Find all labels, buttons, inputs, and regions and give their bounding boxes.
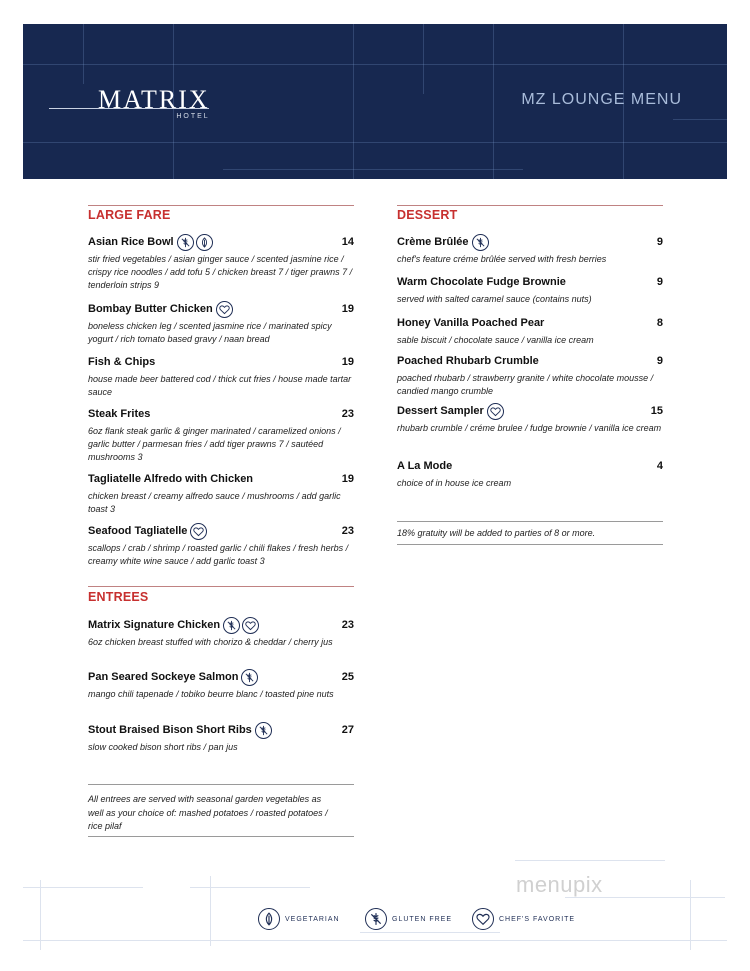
- item-name: Pan Seared Sockeye Salmon: [88, 671, 239, 683]
- legend-label: VEGETARIAN: [285, 915, 340, 923]
- logo-sub: HOTEL: [176, 113, 210, 120]
- menu-item: [88, 669, 354, 701]
- item-name: Tagliatelle Alfredo with Chicken: [88, 473, 254, 485]
- item-price: 19: [341, 473, 354, 485]
- divider: [88, 586, 354, 587]
- item-price: 8: [656, 317, 663, 329]
- watermark: menupix: [516, 872, 603, 897]
- menu-item: [88, 523, 354, 568]
- gluten-free-icon: [365, 908, 387, 930]
- item-price: 4: [656, 460, 663, 472]
- item-description: served with salted caramel sauce (contains nuts): [397, 294, 592, 304]
- item-name: Seafood Tagliatelle: [88, 525, 188, 537]
- menu-item: [397, 458, 663, 490]
- menu-item: [88, 617, 354, 649]
- item-description: poached rhubarb / strawberry granite / white chocolate mousse / candied mango crumble: [397, 373, 654, 396]
- item-price: 19: [341, 356, 354, 368]
- item-name: Fish & Chips: [88, 356, 156, 368]
- chefs-favorite-icon: [472, 908, 494, 930]
- matrix-hotel-logo: [98, 86, 210, 120]
- divider: [88, 836, 354, 837]
- item-description: choice of in house ice cream: [397, 478, 512, 488]
- item-price: 23: [341, 408, 354, 420]
- chefs-favorite-icon: [190, 523, 207, 540]
- entrees-note: All entrees are served with seasonal garden vegetables as well as your choice of: mashed potatoes / roasted potatoes / rice pilaf: [88, 794, 328, 831]
- legend-chefs-favorite: [472, 908, 575, 930]
- chefs-favorite-icon: [242, 617, 259, 634]
- gratuity-note: 18% gratuity will be added to parties of 8 or more.: [397, 528, 596, 538]
- item-name: Asian Rice Bowl: [88, 236, 174, 248]
- item-description: boneless chicken leg / scented jasmine rice / marinated spicy yogurt / rich tomato based gravy / naan bread: [88, 321, 332, 344]
- item-price: 9: [656, 236, 663, 248]
- menu-title: MZ LOUNGE MENU: [521, 91, 682, 108]
- divider: [397, 521, 663, 522]
- item-name: Bombay Butter Chicken: [88, 303, 213, 315]
- divider: [88, 205, 354, 206]
- vegetarian-icon: [196, 234, 213, 251]
- item-price: 23: [341, 525, 354, 537]
- item-name: Honey Vanilla Poached Pear: [397, 317, 545, 329]
- menu-item: [88, 354, 354, 399]
- menu-item: [397, 274, 663, 306]
- item-price: 9: [656, 276, 663, 288]
- gluten-free-icon: [255, 722, 272, 739]
- item-description: 6oz chicken breast stuffed with chorizo & cheddar / cherry jus: [88, 637, 333, 647]
- menu-item: [397, 315, 663, 347]
- divider: [88, 784, 354, 785]
- legend-label: CHEF'S FAVORITE: [499, 915, 576, 923]
- item-description: mango chili tapenade / tobiko beurre blanc / toasted pine nuts: [88, 689, 334, 699]
- menu-item: [88, 234, 354, 292]
- chefs-favorite-icon: [216, 301, 233, 318]
- item-name: Crème Brûlée: [397, 236, 469, 248]
- divider: [397, 205, 663, 206]
- item-name: Dessert Sampler: [397, 405, 484, 417]
- legend-label: GLUTEN FREE: [392, 915, 453, 923]
- legend-vegetarian: [258, 908, 340, 930]
- item-price: 25: [341, 671, 354, 683]
- item-price: 27: [341, 724, 354, 736]
- vegetarian-icon: [258, 908, 280, 930]
- menu-item: [88, 471, 354, 516]
- menu-item: [88, 301, 354, 346]
- gluten-free-icon: [177, 234, 194, 251]
- menu-item: [397, 403, 663, 435]
- item-price: 9: [656, 355, 663, 367]
- item-description: rhubarb crumble / créme brulee / fudge brownie / vanilla ice cream: [397, 423, 662, 433]
- divider: [397, 544, 663, 545]
- chefs-favorite-icon: [487, 403, 504, 420]
- item-name: A La Mode: [397, 460, 453, 472]
- legend-gluten-free: [365, 908, 452, 930]
- gluten-free-icon: [472, 234, 489, 251]
- item-name: Poached Rhubarb Crumble: [397, 355, 539, 367]
- item-description: stir fried vegetables / asian ginger sauce / scented jasmine rice / crispy rice noodles / add tofu 5 / chicken breast 7 / tiger prawns 7 / tenderloin strips 9: [88, 254, 353, 290]
- section-title-dessert: DESSERT: [397, 208, 458, 222]
- item-description: house made beer battered cod / thick cut fries / house made tartar sauce: [88, 374, 352, 397]
- gluten-free-icon: [241, 669, 258, 686]
- item-name: Warm Chocolate Fudge Brownie: [397, 276, 566, 288]
- item-description: chef's feature créme brûlée served with fresh berries: [397, 254, 607, 264]
- item-name: Matrix Signature Chicken: [88, 619, 221, 631]
- item-description: chicken breast / creamy alfredo sauce / mushrooms / add garlic toast 3: [88, 491, 341, 514]
- menu-item: [88, 722, 354, 754]
- logo-word: MATRIX: [98, 85, 210, 114]
- item-description: scallops / crab / shrimp / roasted garlic / chili flakes / fresh herbs / creamy white wine sauce / add garlic toast 3: [88, 543, 349, 566]
- item-price: 23: [341, 619, 354, 631]
- menu-item: [397, 234, 663, 266]
- header-band: [23, 24, 727, 179]
- item-description: 6oz flank steak garlic & ginger marinated / caramelized onions / garlic butter / parmesan fries / add tiger prawns 7 / sautéed mushrooms 3: [88, 426, 341, 462]
- section-title-large-fare: LARGE FARE: [88, 208, 171, 222]
- gluten-free-icon: [223, 617, 240, 634]
- item-name: Steak Frites: [88, 408, 151, 420]
- item-description: slow cooked bison short ribs / pan jus: [88, 742, 238, 752]
- item-description: sable biscuit / chocolate sauce / vanilla ice cream: [397, 335, 594, 345]
- item-price: 15: [650, 405, 663, 417]
- item-price: 19: [341, 303, 354, 315]
- item-name: Stout Braised Bison Short Ribs: [88, 724, 252, 736]
- menu-item: [88, 406, 354, 464]
- menu-item: [397, 353, 663, 398]
- section-title-entrees: ENTREES: [88, 590, 149, 604]
- item-price: 14: [341, 236, 354, 248]
